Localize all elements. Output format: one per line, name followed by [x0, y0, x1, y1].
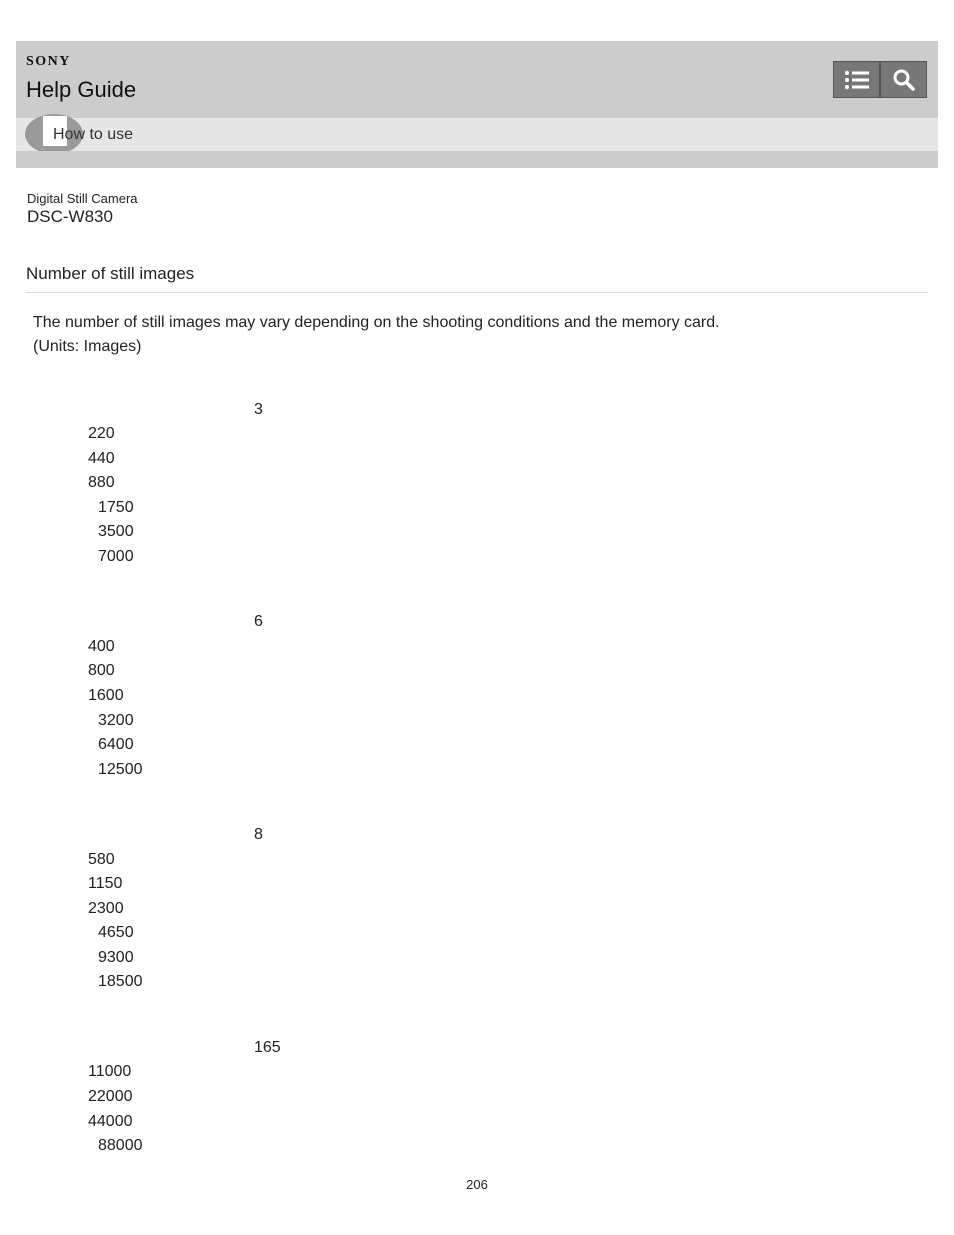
brand-logo: SONY	[26, 54, 71, 69]
search-button[interactable]	[880, 61, 927, 98]
image-count: 1750	[98, 499, 134, 516]
image-count: 440	[88, 450, 115, 467]
image-count: 880	[88, 474, 115, 491]
image-count: 4650	[98, 924, 134, 941]
image-count: 9300	[98, 949, 134, 966]
image-count: 88000	[98, 1137, 143, 1154]
header-bar	[16, 41, 938, 118]
units-note: (Units: Images)	[33, 338, 142, 355]
image-count: 400	[88, 638, 115, 655]
search-icon	[892, 68, 916, 92]
intro-text	[33, 311, 720, 359]
image-count: 11000	[88, 1063, 132, 1080]
image-count: 1600	[88, 687, 124, 704]
image-count: 2300	[88, 900, 124, 917]
title-divider	[26, 292, 928, 293]
image-count: 6400	[98, 736, 134, 753]
page-number: 206	[466, 1177, 488, 1192]
product-category: Digital Still Camera	[27, 191, 138, 206]
list-icon	[844, 69, 870, 91]
toc-button[interactable]	[833, 61, 880, 98]
help-guide-title[interactable]: Help Guide	[26, 77, 137, 102]
category-bar-band	[16, 151, 938, 168]
image-count: 220	[88, 425, 115, 442]
image-count: 22000	[88, 1088, 133, 1105]
image-count: 3500	[98, 523, 134, 540]
image-size-value: 165	[254, 1039, 281, 1056]
page-title: Number of still images	[26, 264, 195, 283]
image-count: 44000	[88, 1113, 133, 1130]
image-count: 800	[88, 662, 115, 679]
category-bar	[16, 118, 938, 151]
how-to-use-link[interactable]: How to use	[53, 126, 134, 143]
image-count: 1150	[88, 875, 123, 892]
product-model: DSC-W830	[27, 207, 113, 226]
image-count: 3200	[98, 712, 134, 729]
image-count: 7000	[98, 548, 134, 565]
image-size-value: 8	[254, 826, 263, 843]
image-count: 12500	[98, 761, 143, 778]
image-size-value: 3	[254, 401, 263, 418]
image-count: 580	[88, 851, 115, 868]
image-count: 18500	[98, 973, 143, 990]
intro-line: The number of still images may vary depending on the shooting conditions and the memory card.	[33, 314, 720, 331]
image-size-value: 6	[254, 613, 263, 630]
